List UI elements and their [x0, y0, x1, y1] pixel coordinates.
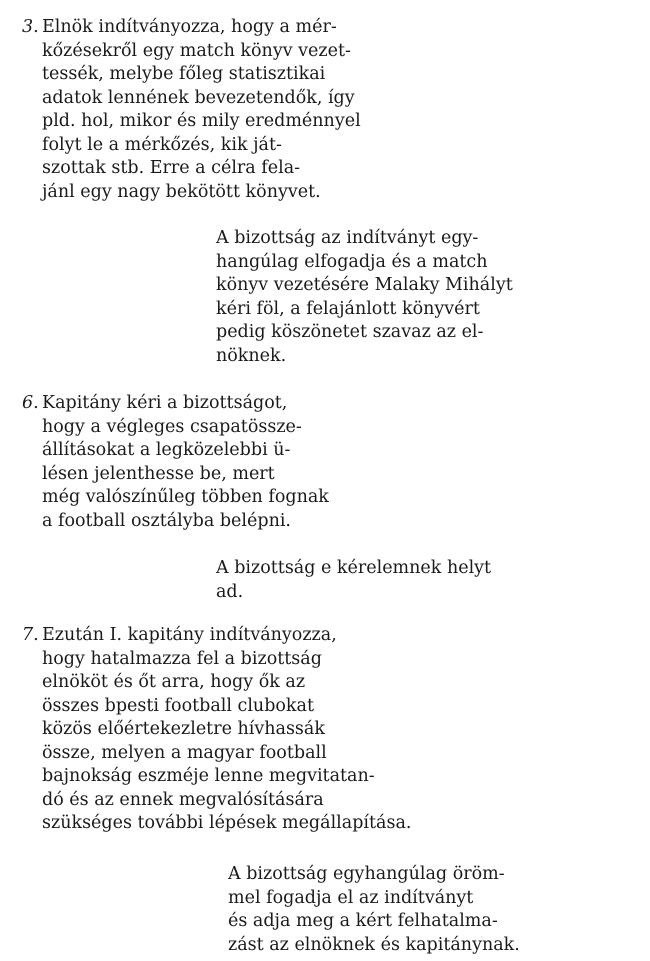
- response-line: nöknek.: [216, 345, 287, 366]
- response-line: könyv vezetésére Malaky Mihályt: [216, 275, 513, 295]
- agenda-item-3: [22, 16, 361, 204]
- item-line: lésen jelenthesse be, mert: [42, 463, 275, 484]
- item-number: 7.: [22, 625, 39, 645]
- item-line: szükséges további lépések megállapítása.: [42, 813, 412, 833]
- item-line: bajnokság eszméje lenne megvitatan-: [42, 766, 375, 786]
- item-line: hogy hatalmazza fel a bizottság: [42, 648, 322, 669]
- response-line: ad.: [216, 581, 244, 602]
- committee-response-6: [216, 557, 491, 604]
- item-line: dó és az ennek megvalósítására: [42, 789, 324, 810]
- item-line: a football osztályba belépni.: [42, 510, 291, 531]
- response-line: mel fogadja el az indítványt: [228, 887, 474, 908]
- item-line: össze, melyen a magyar football: [42, 742, 327, 763]
- committee-response-3: [216, 227, 513, 368]
- response-line: A bizottság az indítványt egy-: [216, 228, 479, 248]
- committee-response-7: [228, 863, 520, 957]
- item-line: jánl egy nagy bekötött könyvet.: [42, 181, 321, 202]
- item-number: 3.: [22, 17, 39, 37]
- item-line: összes bpesti football clubokat: [42, 695, 315, 716]
- response-line: és adja meg a kért felhatalma-: [228, 911, 498, 931]
- response-line: hangúlag elfogadja és a match: [216, 251, 488, 272]
- response-line: A bizottság e kérelemnek helyt: [216, 558, 492, 578]
- item-line: elnököt és őt arra, hogy ők az: [42, 672, 306, 692]
- item-line: hogy a végleges csapatössze-: [42, 416, 302, 437]
- item-line: 7. Ezután I. kapitány indítványozza,: [22, 624, 411, 648]
- item-line: pld. hol, mikor és mily eredménnyel: [42, 111, 361, 131]
- item-line: állításokat a legközelebbi ü-: [42, 440, 291, 460]
- response-line: pedig köszönetet szavaz az el-: [216, 322, 484, 342]
- item-line: kőzésekről egy match könyv vezet-: [42, 40, 351, 61]
- item-number: 6.: [22, 393, 39, 413]
- item-line: közös előértekezletre hívhassák: [42, 719, 325, 739]
- response-line: kéri föl, a felajánlott könyvért: [216, 298, 480, 319]
- response-line: zást az elnöknek és kapitánynak.: [228, 934, 520, 955]
- item-line: 6. Kapitány kéri a bizottságot,: [22, 392, 329, 416]
- item-line: szottak stb. Erre a célra fela-: [42, 158, 301, 178]
- item-line: 3. Elnök indítványozza, hogy a mér-: [22, 16, 361, 40]
- item-line: adatok lennének bevezetendők, így: [42, 87, 355, 108]
- response-line: A bizottság egyhangúlag öröm-: [228, 864, 505, 884]
- item-line: tessék, melybe főleg statisztikai: [42, 64, 326, 84]
- item-line: folyt le a mérkőzés, kik ját-: [42, 134, 282, 155]
- agenda-item-6: [22, 392, 329, 533]
- item-line: még valószínűleg többen fognak: [42, 487, 329, 507]
- agenda-item-7: [22, 624, 411, 836]
